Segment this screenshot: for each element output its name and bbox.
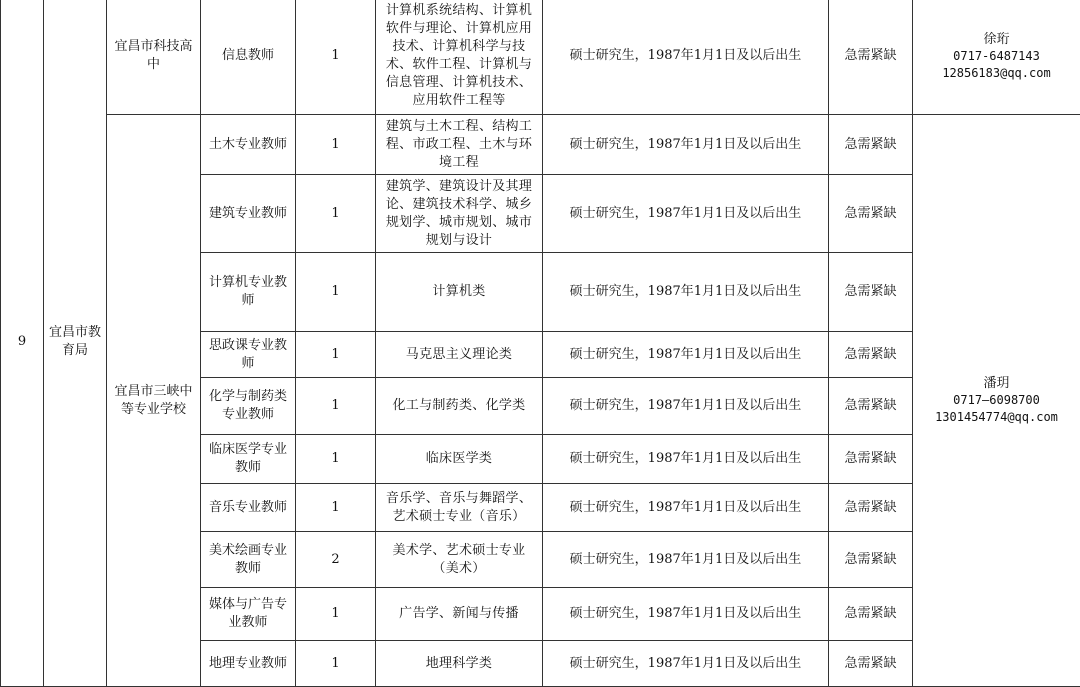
major-requirement: 建筑学、建筑设计及其理论、建筑技术科学、城乡规划学、城市规划、城市规划与设计 bbox=[376, 175, 543, 253]
contact-cell bbox=[913, 115, 1080, 687]
position-title: 建筑专业教师 bbox=[201, 175, 296, 253]
position-title: 临床医学专业教师 bbox=[201, 435, 296, 484]
school-name: 宜昌市科技高中 bbox=[107, 0, 201, 115]
education-requirement: 硕士研究生，1987年1月1日及以后出生 bbox=[543, 253, 829, 332]
education-requirement: 硕士研究生，1987年1月1日及以后出生 bbox=[543, 115, 829, 175]
education-requirement: 硕士研究生，1987年1月1日及以后出生 bbox=[543, 484, 829, 532]
major-requirement: 音乐学、音乐与舞蹈学、艺术硕士专业（音乐） bbox=[376, 484, 543, 532]
position-count: 1 bbox=[296, 115, 376, 175]
contact-phone: 0717—6098700 bbox=[916, 392, 1077, 409]
table-row bbox=[1, 115, 1080, 175]
major-requirement: 计算机系统结构、计算机软件与理论、计算机应用技术、计算机科学与技术、软件工程、计算机与信息管理、计算机技术、应用软件工程等 bbox=[376, 0, 543, 115]
note-cell: 急需紧缺 bbox=[829, 641, 913, 687]
position-title: 地理专业教师 bbox=[201, 641, 296, 687]
department-cell: 宜昌市教育局 bbox=[44, 0, 107, 687]
position-count: 1 bbox=[296, 588, 376, 641]
education-requirement: 硕士研究生，1987年1月1日及以后出生 bbox=[543, 0, 829, 115]
major-requirement: 广告学、新闻与传播 bbox=[376, 588, 543, 641]
position-title: 土木专业教师 bbox=[201, 115, 296, 175]
position-count: 2 bbox=[296, 532, 376, 588]
position-count: 1 bbox=[296, 332, 376, 378]
position-title: 计算机专业教师 bbox=[201, 253, 296, 332]
major-requirement: 地理科学类 bbox=[376, 641, 543, 687]
contact-name: 徐珩 bbox=[916, 31, 1077, 48]
note-cell: 急需紧缺 bbox=[829, 115, 913, 175]
note-cell: 急需紧缺 bbox=[829, 588, 913, 641]
note-cell: 急需紧缺 bbox=[829, 332, 913, 378]
contact-name: 潘玥 bbox=[916, 375, 1077, 392]
contact-email: 1301454774@qq.com bbox=[916, 409, 1077, 426]
position-title: 媒体与广告专业教师 bbox=[201, 588, 296, 641]
school-name: 宜昌市三峡中等专业学校 bbox=[107, 115, 201, 687]
note-cell: 急需紧缺 bbox=[829, 484, 913, 532]
contact-cell bbox=[913, 0, 1080, 115]
major-requirement: 美术学、艺术硕士专业（美术） bbox=[376, 532, 543, 588]
position-title: 思政课专业教师 bbox=[201, 332, 296, 378]
major-requirement: 化工与制药类、化学类 bbox=[376, 378, 543, 435]
position-title: 化学与制药类专业教师 bbox=[201, 378, 296, 435]
position-count: 1 bbox=[296, 484, 376, 532]
major-requirement: 计算机类 bbox=[376, 253, 543, 332]
major-requirement: 建筑与土木工程、结构工程、市政工程、土木与环境工程 bbox=[376, 115, 543, 175]
position-count: 1 bbox=[296, 378, 376, 435]
position-count: 1 bbox=[296, 435, 376, 484]
note-cell: 急需紧缺 bbox=[829, 175, 913, 253]
education-requirement: 硕士研究生，1987年1月1日及以后出生 bbox=[543, 378, 829, 435]
position-title: 信息教师 bbox=[201, 0, 296, 115]
table-row bbox=[1, 0, 1080, 115]
position-count: 1 bbox=[296, 0, 376, 115]
position-count: 1 bbox=[296, 175, 376, 253]
contact-email: 12856183@qq.com bbox=[916, 65, 1077, 82]
note-cell: 急需紧缺 bbox=[829, 0, 913, 115]
note-cell: 急需紧缺 bbox=[829, 378, 913, 435]
major-requirement: 临床医学类 bbox=[376, 435, 543, 484]
contact-phone: 0717-6487143 bbox=[916, 48, 1077, 65]
education-requirement: 硕士研究生，1987年1月1日及以后出生 bbox=[543, 332, 829, 378]
education-requirement: 硕士研究生，1987年1月1日及以后出生 bbox=[543, 175, 829, 253]
note-cell: 急需紧缺 bbox=[829, 532, 913, 588]
education-requirement: 硕士研究生，1987年1月1日及以后出生 bbox=[543, 588, 829, 641]
position-title: 音乐专业教师 bbox=[201, 484, 296, 532]
major-requirement: 马克思主义理论类 bbox=[376, 332, 543, 378]
position-count: 1 bbox=[296, 641, 376, 687]
position-title: 美术绘画专业教师 bbox=[201, 532, 296, 588]
note-cell: 急需紧缺 bbox=[829, 435, 913, 484]
note-cell: 急需紧缺 bbox=[829, 253, 913, 332]
education-requirement: 硕士研究生，1987年1月1日及以后出生 bbox=[543, 435, 829, 484]
position-count: 1 bbox=[296, 253, 376, 332]
education-requirement: 硕士研究生，1987年1月1日及以后出生 bbox=[543, 641, 829, 687]
group-index: 9 bbox=[1, 0, 44, 687]
education-requirement: 硕士研究生，1987年1月1日及以后出生 bbox=[543, 532, 829, 588]
